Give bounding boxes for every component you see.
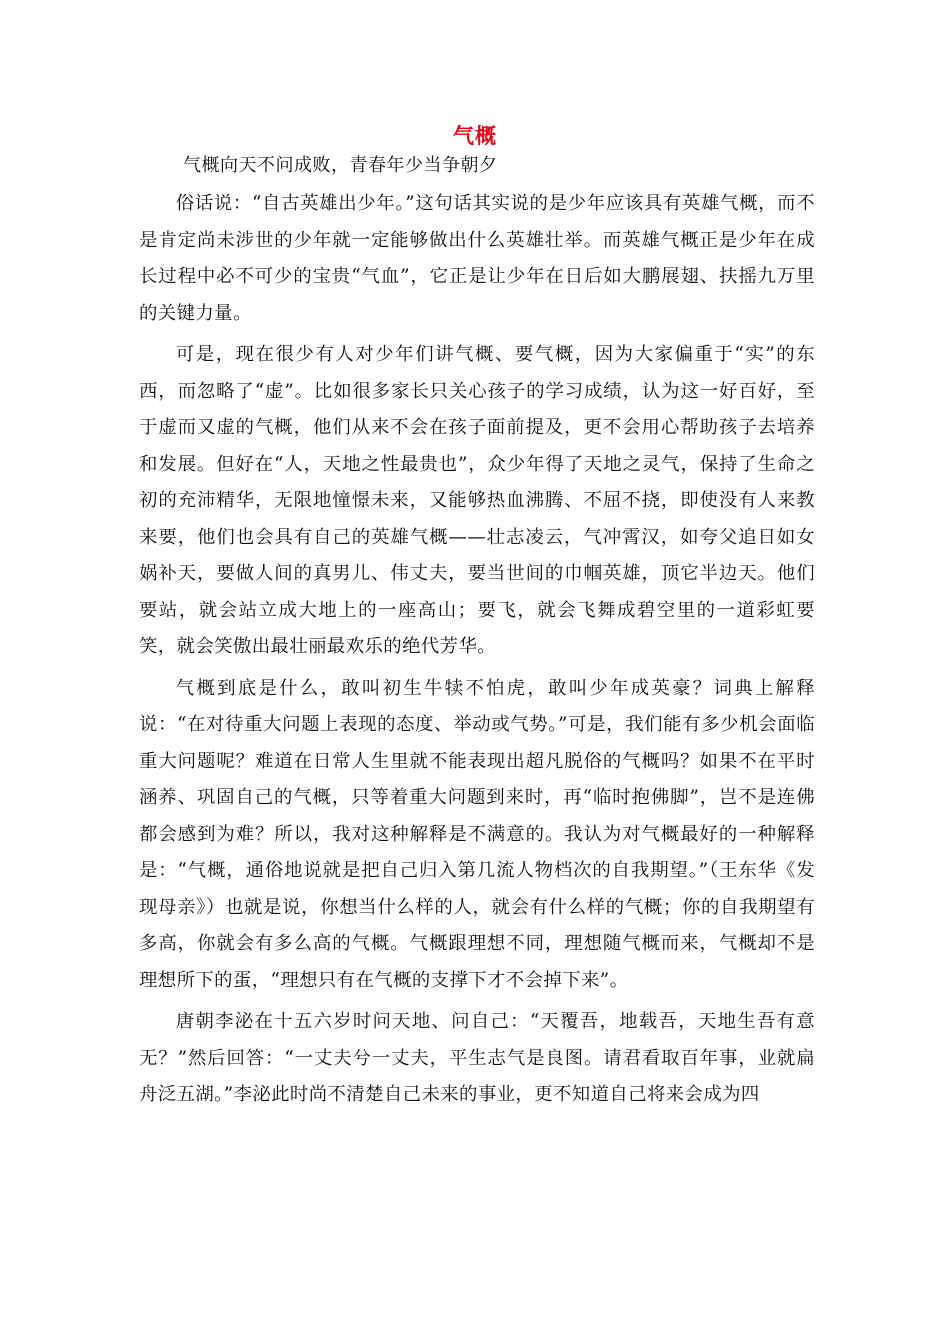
paragraph-4: 唐朝李泌在十五六岁时问天地、问自己：“天覆吾，地载吾，天地生吾有意无？”然后回答：“一丈夫兮一丈夫，平生志气是良图。请君看取百年事，业就扁舟泛五湖。”李泌此时尚不清楚自己未来的事业，更不知道自己将来会成为四: [139, 1011, 815, 1105]
paragraph-3: 气概到底是什么，敢叫初生牛犊不怕虎，敢叫少年成英豪？词典上解释说：“在对待重大问题上表现的态度、举动或气势。”可是，我们能有多少机会面临重大问题呢？难道在日常人生里就不能表现出超凡脱俗的气概吗？如果不在平时涵养、巩固自己的气概，只等着重大问题到来时，再“临时抱佛脚”，岂不是连佛都会感到为难？所以，我对这种解释是不满意的。我认为对气概最好的一种解释是：“气概，通俗地说就是把自己归入第几流人物档次的自我期望。”（王东华《发现母亲》）也就是说，你想当什么样的人，就会有什么样的气概；你的自我期望有多高，你就会有多么高的气概。气概跟理想不同，理想随气概而来，气概却不是理想所下的蛋，“理想只有在气概的支撑下才不会掉下来”。: [139, 677, 815, 991]
paragraph-1: 俗话说：“自古英雄出少年。”这句话其实说的是少年应该具有英雄气概，而不是肯定尚未涉世的少年就一定能够做出什么英雄壮举。而英雄气概正是少年在成长过程中必不可少的宝贵“气血”，它正是让少年在日后如大鹏展翅、扶摇九万里的关键力量。: [139, 193, 815, 324]
paragraph-2: 可是，现在很少有人对少年们讲气概、要气概，因为大家偏重于“实”的东西，而忽略了“虚”。比如很多家长只关心孩子的学习成绩，认为这一好百好，至于虚而又虚的气概，他们从来不会在孩子面前提及，更不会用心帮助孩子去培养和发展。但好在“人，天地之性最贵也”，众少年得了天地之灵气，保持了生命之初的充沛精华，无限地憧憬未来，又能够热血沸腾、不屈不挠，即使没有人来教来要，他们也会具有自己的英雄气概——壮志凌云，气冲霄汉，如夸父追日如女娲补天，要做人间的真男儿、伟丈夫，要当世间的巾帼英雄，顶它半边天。他们要站，就会站立成大地上的一座高山；要飞，就会飞舞成碧空里的一道彩虹要笑，就会笑傲出最壮丽最欢乐的绝代芳华。: [139, 344, 815, 657]
page-subtitle: 气概向天不问成败，青春年少当争朝夕: [183, 155, 498, 176]
page-title: 气概: [453, 123, 497, 148]
article-body: [139, 186, 815, 1119]
